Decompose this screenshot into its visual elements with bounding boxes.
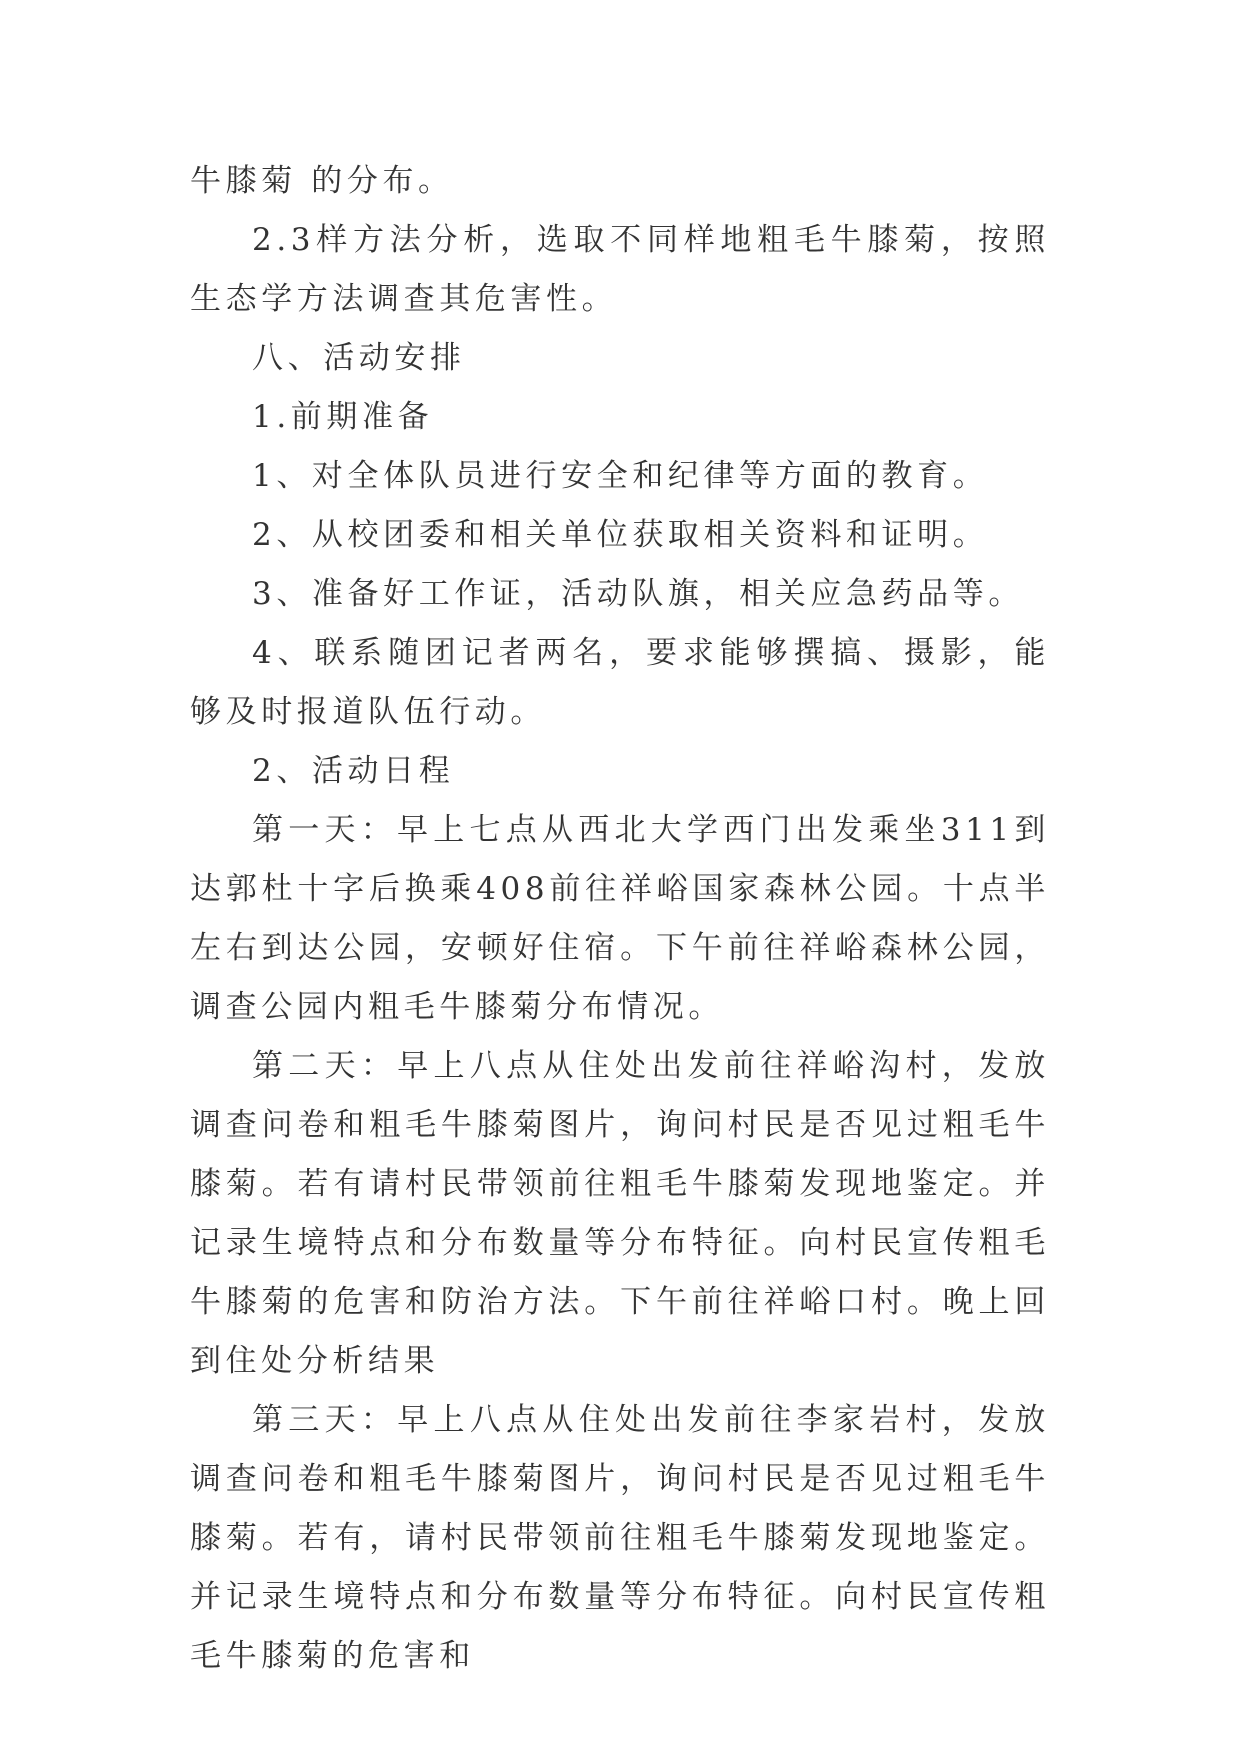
paragraph-continuation: 牛膝菊 的分布。: [190, 163, 454, 199]
list-item-3: 3、准备好工作证，活动队旗，相关应急药品等。: [252, 576, 1024, 612]
paragraph-method-analysis: 2.3样方法分析，选取不同样地粗毛牛膝菊，按照生态学方法调查其危害性。: [190, 222, 1050, 317]
list-item-2: 2、从校团委和相关单位获取相关资料和证明。: [252, 517, 989, 553]
schedule-day-2: 第二天：早上八点从住处出发前往祥峪沟村，发放调查问卷和粗毛牛膝菊图片，询问村民是否见过粗毛牛膝菊。若有请村民带领前往粗毛牛膝菊发现地鉴定。并记录生境特点和分布数量等分布特征。向村民宣传粗毛牛膝菊的危害和防治方法。下午前往祥峪口村。晚上回到住处分析结果: [190, 1048, 1050, 1379]
document-body: [190, 152, 1050, 1686]
list-item-1: 1、对全体队员进行安全和纪律等方面的教育。: [252, 458, 989, 494]
list-item-4: 4、联系随团记者两名，要求能够撰搞、摄影，能够及时报道队伍行动。: [190, 635, 1050, 730]
schedule-day-1: 第一天：早上七点从西北大学西门出发乘坐311到达郭杜十字后换乘408前往祥峪国家森林公园。十点半左右到达公园，安顿好住宿。下午前往祥峪森林公园，调查公园内粗毛牛膝菊分布情况。: [190, 812, 1050, 1025]
section-heading-activity-arrangement: 八、活动安排: [252, 340, 466, 376]
schedule-day-3: 第三天：早上八点从住处出发前往李家岩村，发放调查问卷和粗毛牛膝菊图片，询问村民是否见过粗毛牛膝菊。若有，请村民带领前往粗毛牛膝菊发现地鉴定。并记录生境特点和分布数量等分布特征。向村民宣传粗毛牛膝菊的危害和: [190, 1402, 1050, 1674]
subheading-preparation: 1.前期准备: [252, 399, 434, 435]
subheading-schedule: 2、活动日程: [252, 753, 455, 789]
